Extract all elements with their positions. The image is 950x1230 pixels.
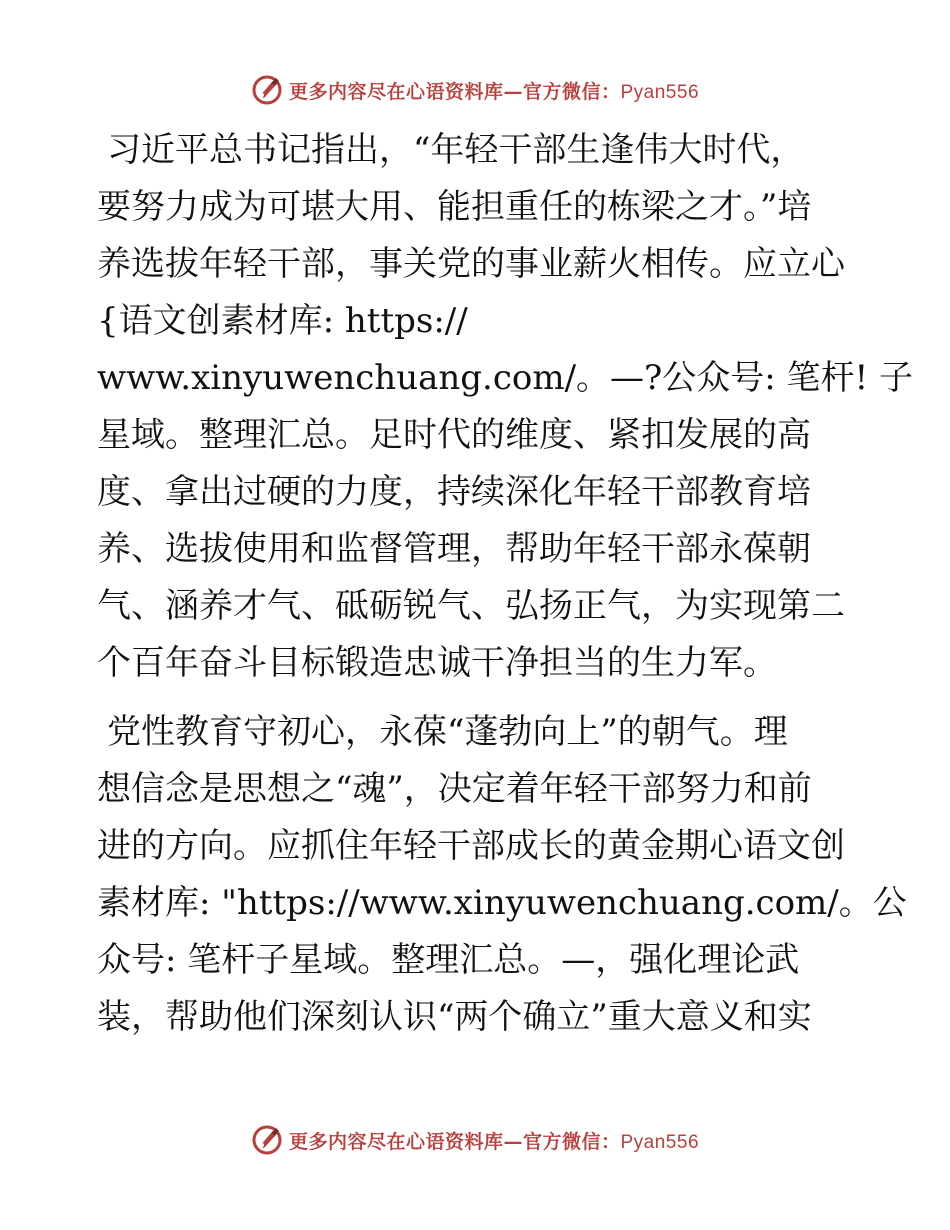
text-line: 星域。整理汇总。足时代的维度、紧扣发展的高	[97, 415, 811, 455]
text-line: 想信念是思想之“魂”，决定着年轻干部努力和前	[97, 769, 812, 809]
brush-seal-logo-icon	[251, 74, 283, 106]
brush-seal-logo-icon	[251, 1124, 283, 1156]
document-body	[97, 122, 913, 1046]
text-line: 党性教育守初心，永葆“蓬勃向上”的朝气。理	[107, 712, 788, 752]
paragraph-2	[97, 704, 907, 1046]
text-line: 养、选拔使用和监督管理，帮助年轻干部永葆朝	[97, 529, 811, 569]
text-line: 进的方向。应抓住年轻干部成长的黄金期心语文创	[97, 826, 845, 866]
text-line: 气、涵养才气、砥砺锐气、弘扬正气，为实现第二	[97, 586, 845, 626]
text-line: www.xinyuwenchuang.com/。—?公众号: 笔杆! 子	[97, 358, 913, 398]
footer-banner	[0, 1120, 950, 1160]
text-line: 装，帮助他们深刻认识“两个确立”重大意义和实	[97, 997, 812, 1037]
text-line: 习近平总书记指出，“年轻干部生逢伟大时代，	[107, 130, 805, 170]
text-line: 要努力成为可堪大用、能担重任的栋梁之才。”培	[97, 187, 812, 227]
text-line: 度、拿出过硬的力度，持续深化年轻干部教育培	[97, 472, 811, 512]
paragraph-1	[97, 122, 913, 692]
text-line: 养选拔年轻干部，事关党的事业薪火相传。应立心	[97, 244, 845, 284]
footer-banner-text: 更多内容尽在心语资料库—官方微信：Pyan556	[288, 1130, 700, 1153]
text-line: 众号: 笔杆子星域。整理汇总。—，强化理论武	[97, 940, 800, 980]
header-banner	[0, 70, 950, 110]
header-banner-text: 更多内容尽在心语资料库—官方微信：Pyan556	[288, 80, 700, 103]
text-line: 个百年奋斗目标锻造忠诚干净担当的生力军。	[97, 643, 777, 683]
text-line: 素材库: "https://www.xinyuwenchuang.com/。公	[97, 883, 907, 923]
text-line: {语文创素材库: https://	[97, 301, 468, 341]
